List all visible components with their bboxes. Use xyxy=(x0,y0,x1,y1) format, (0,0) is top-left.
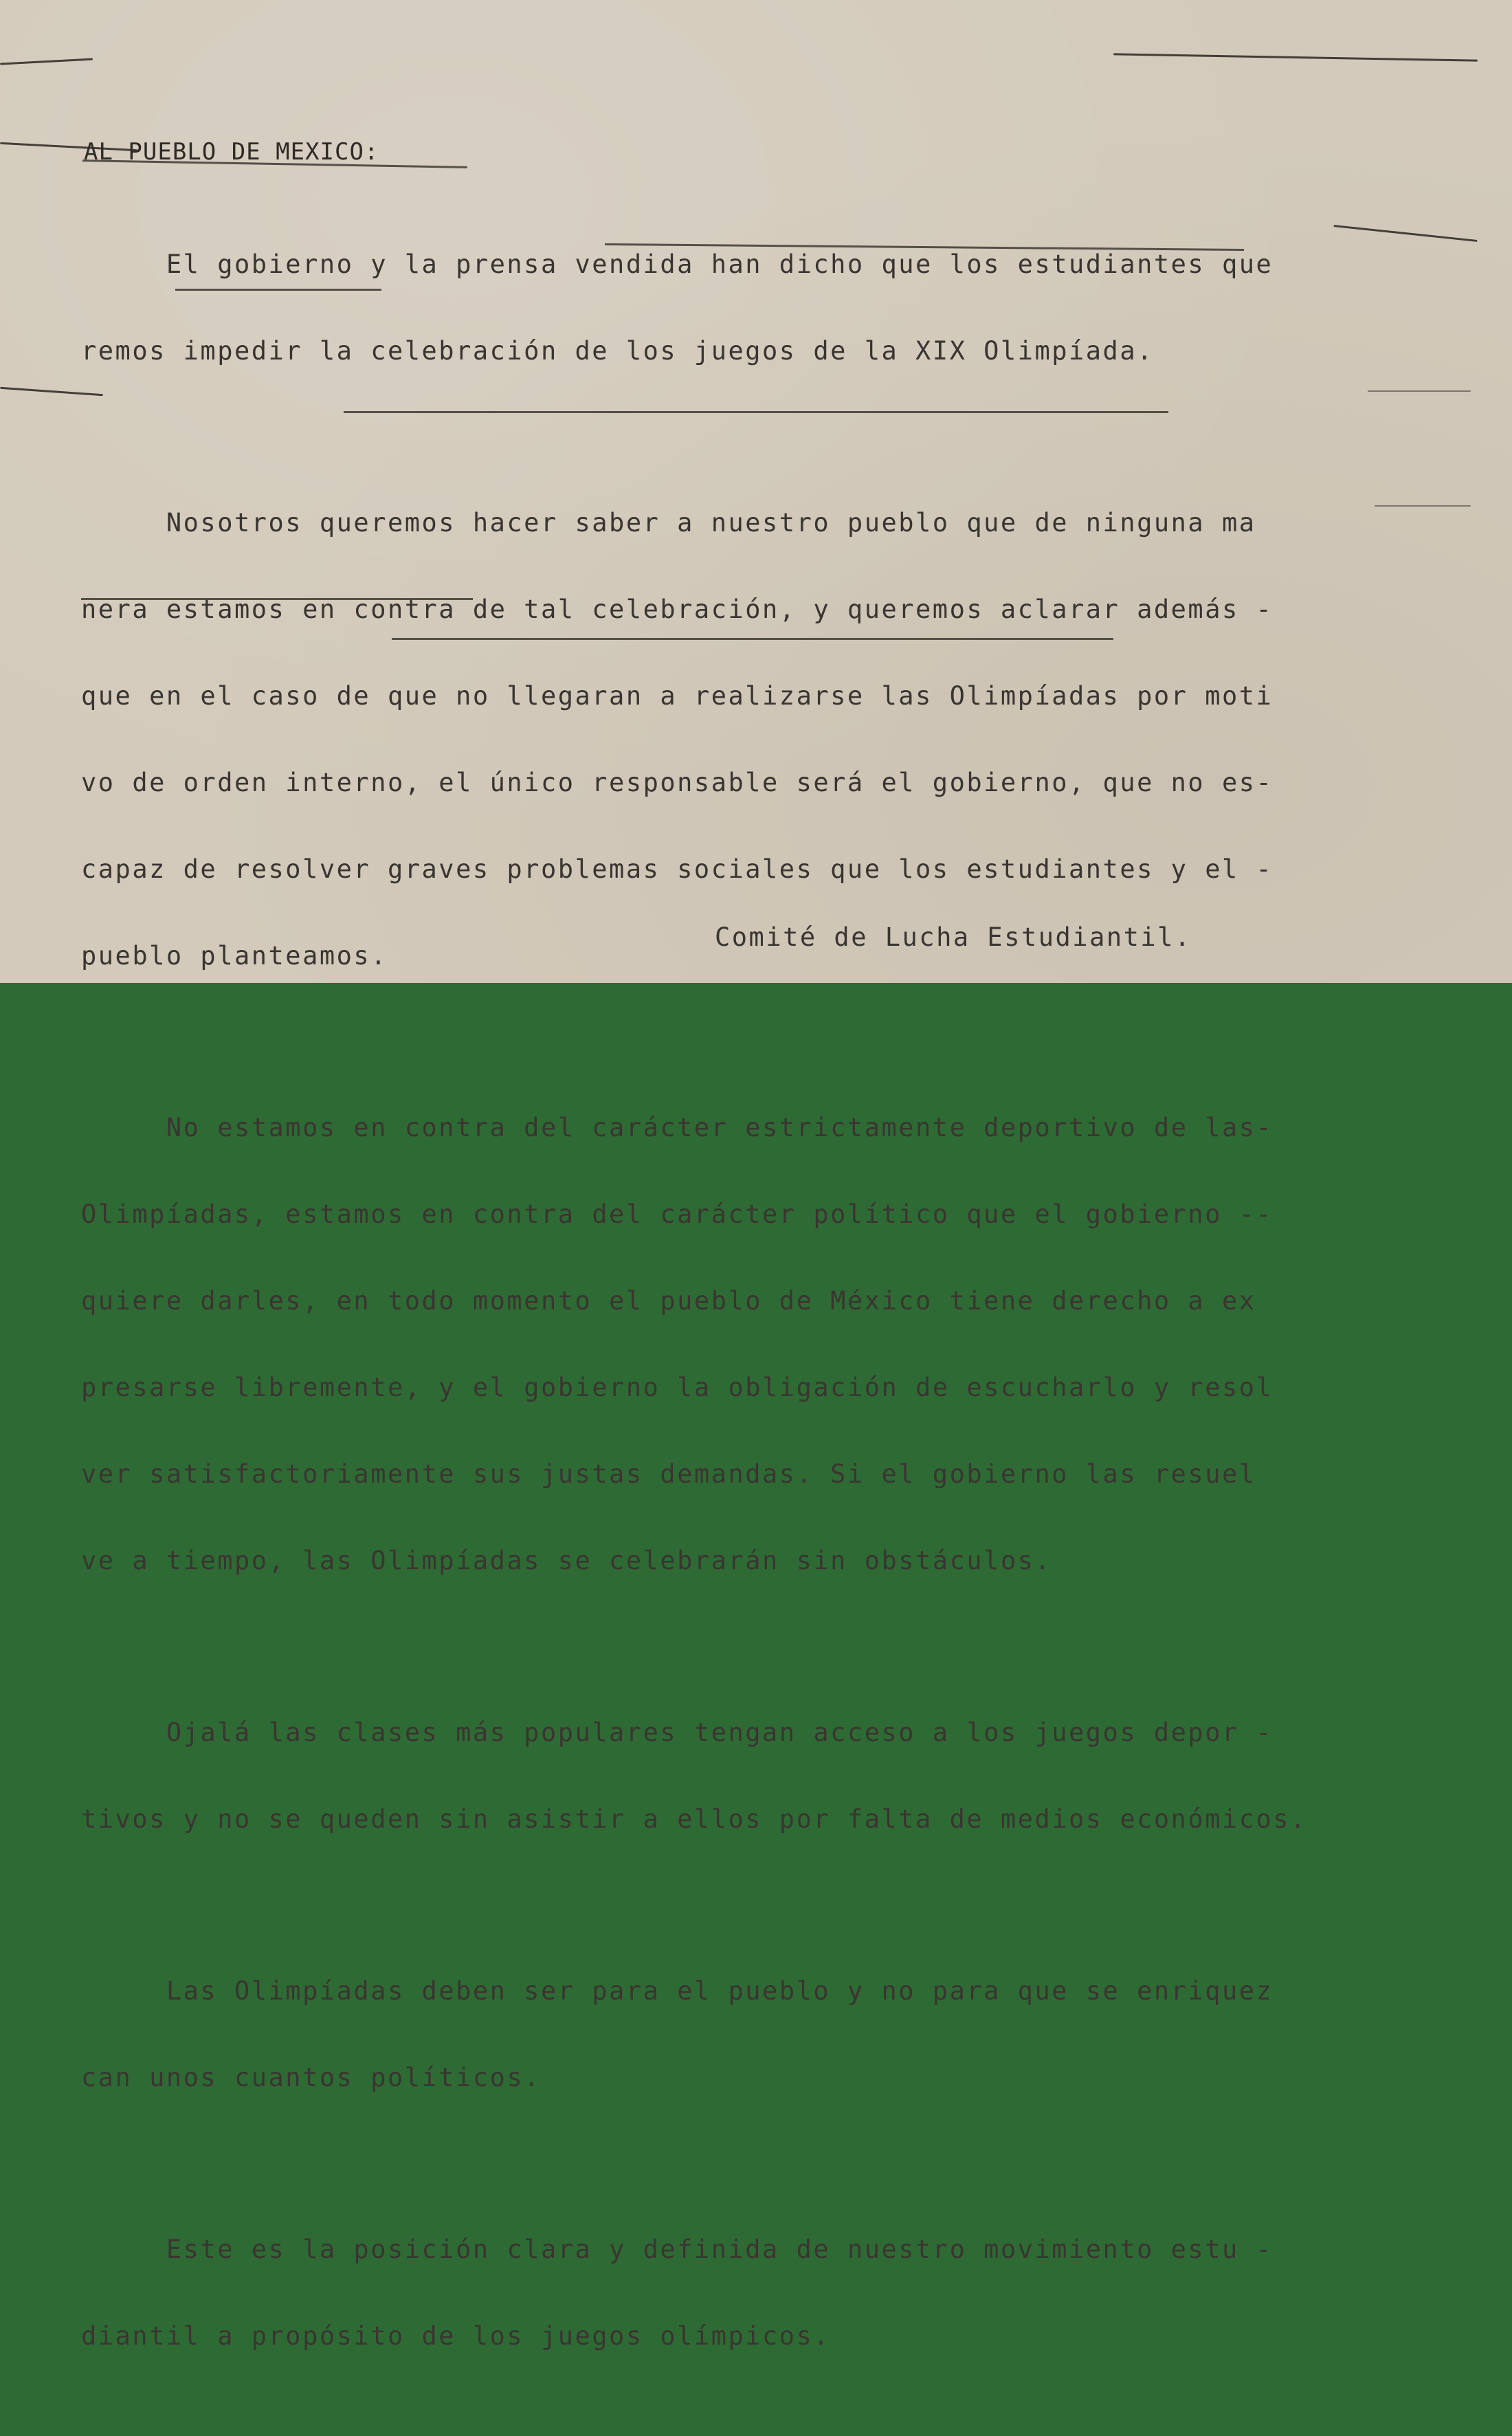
paragraph-line: ve a tiempo, las Olimpíadas se celebrarán sin obstáculos. xyxy=(81,1546,1052,1575)
paragraph-1 xyxy=(81,192,1387,423)
paragraph-line: que en el caso de que no llegaran a realizarse las Olimpíadas por moti xyxy=(81,681,1274,711)
paragraph-line: nera estamos en contra de tal celebración, y queremos aclarar además - xyxy=(81,595,1274,624)
paragraph-line: pueblo planteamos. xyxy=(81,941,388,971)
paragraph-line: El gobierno y la prensa vendida han dicho que los estudiantes que xyxy=(81,250,1274,279)
background-edge xyxy=(0,983,1512,988)
paragraph-line: ver satisfactoriamente sus justas demandas. Si el gobierno las resuel xyxy=(81,1459,1256,1489)
paragraph-line: No estamos en contra del carácter estrictamente deportivo de las- xyxy=(81,1113,1274,1142)
paragraph-line: Las Olimpíadas deben ser para el pueblo y no para que se enriquez xyxy=(81,1976,1274,2006)
paragraph-4 xyxy=(81,1661,1387,1892)
paragraph-line: Este es la posición clara y definida de nuestro movimiento estu - xyxy=(81,2235,1274,2264)
paragraph-line: quiere darles, en todo momento el pueblo de México tiene derecho a ex xyxy=(81,1286,1256,1316)
signature: Comité de Lucha Estudiantil. xyxy=(715,922,1192,952)
right-ink-mark-3 xyxy=(1375,505,1471,507)
paragraph-3 xyxy=(81,1056,1387,1633)
letter-heading: AL PUEBLO DE MEXICO: xyxy=(84,138,379,166)
paragraph-line: presarse libremente, y el gobierno la obligación de escucharlo y resol xyxy=(81,1373,1274,1402)
top-left-ink-mark xyxy=(0,58,93,65)
top-right-ink-mark xyxy=(1113,53,1478,61)
letter-body xyxy=(81,137,1387,2436)
paragraph-5 xyxy=(81,1919,1387,2150)
paragraph-line: Ojalá las clases más populares tengan acceso a los juegos depor - xyxy=(81,1718,1274,1747)
paragraph-line: remos impedir la celebración de los juegos de la XIX Olimpíada. xyxy=(81,336,1154,366)
paragraph-line: can unos cuantos políticos. xyxy=(81,2063,541,2092)
paragraph-line: diantil a propósito de los juegos olímpicos. xyxy=(81,2321,831,2351)
paragraph-6 xyxy=(81,2178,1387,2409)
paragraph-line: tivos y no se queden sin asistir a ellos por falta de medios económicos. xyxy=(81,1804,1307,1834)
paragraph-line: Olimpíadas, estamos en contra del carácter político que el gobierno -- xyxy=(81,1199,1274,1229)
paragraph-line: Nosotros queremos hacer saber a nuestro pueblo que de ninguna ma xyxy=(81,508,1256,538)
paragraph-line: vo de orden interno, el único responsable será el gobierno, que no es- xyxy=(81,768,1274,797)
paragraph-line: capaz de resolver graves problemas sociales que los estudiantes y el - xyxy=(81,854,1274,884)
